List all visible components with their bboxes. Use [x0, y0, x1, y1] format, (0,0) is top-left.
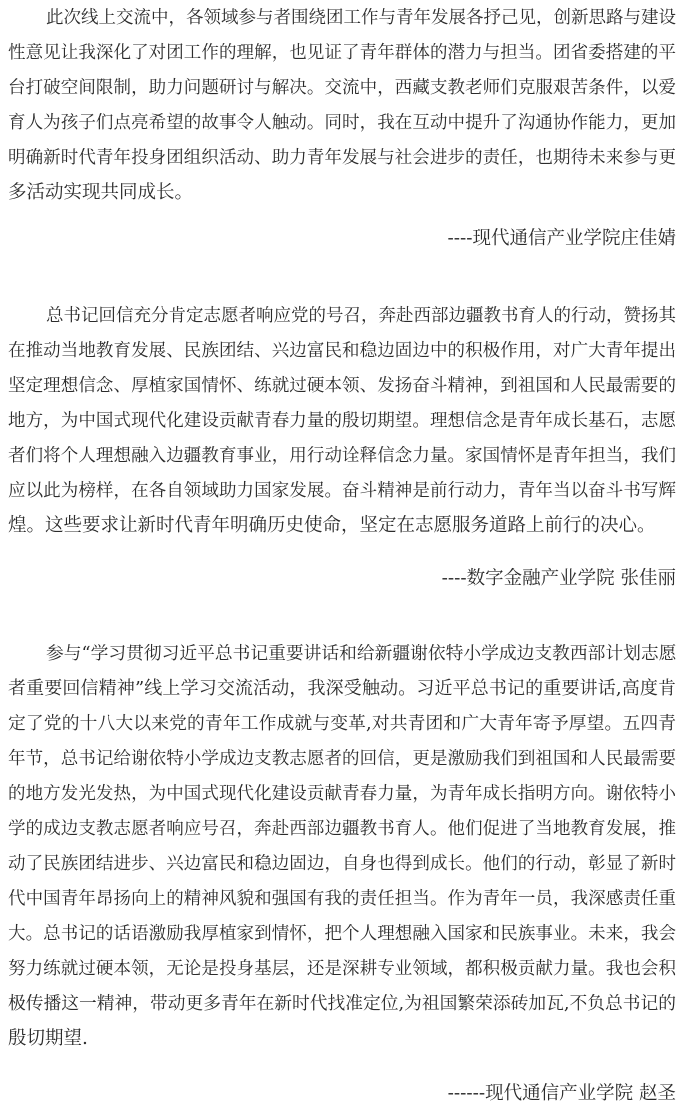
paragraph-line: 在推动当地教育发展、民族团结、兴边富民和稳边固边中的积极作用，对广大青年提出	[8, 341, 676, 361]
paragraph-line: 努力练就过硬本领，无论是投身基层，还是深耕专业领域，都积极贡献力量。我也会积	[8, 959, 676, 979]
paragraph-line: 煌。这些要求让新时代青年明确历史使命，坚定在志愿服务道路上前行的决心。	[8, 515, 656, 536]
paragraph-line: 的地方发光发热，为中国式现代化建设贡献青春力量，为青年成长指明方向。谢依特小	[8, 784, 676, 804]
paragraph-line: 参与“学习贯彻习近平总书记重要讲话和给新疆谢依特小学成边支教西部计划志愿	[46, 644, 677, 664]
signature: ----数字金融产业学院 张佳丽	[441, 568, 676, 589]
paragraph-line: 者重要回信精神”线上学习交流活动，我深受触动。习近平总书记的重要讲话,高度肯	[8, 678, 676, 699]
paragraph-line: 大。总书记的话语激励我厚植家到情怀，把个人理想融入国家和民族事业。未来，我会	[8, 924, 676, 944]
paragraph-line: 极传播这一精神，带动更多青年在新时代找准定位,为祖国繁荣添砖加瓦,不负总书记的	[8, 994, 677, 1014]
paragraph-line: 总书记回信充分肯定志愿者响应党的号召，奔赴西部边疆教书育人的行动，赞扬其	[46, 306, 676, 326]
paragraph-line: 年节，总书记给谢依特小学成边支教志愿者的回信，更是激励我们到祖国和人民最需要	[8, 749, 676, 769]
paragraph-line: 动了民族团结进步、兴边富民和稳边固边，自身也得到成长。他们的行动，彰显了新时	[8, 854, 676, 874]
paragraph-line: 学的成边支教志愿者响应号召，奔赴西部边疆教书育人。他们促进了当地教育发展，推	[8, 819, 676, 839]
signature: ------现代通信产业学院 赵圣	[447, 1083, 676, 1104]
paragraph-line: 明确新时代青年投身团组织活动、助力青年发展与社会进步的责任，也期待未来参与更	[8, 148, 676, 168]
paragraph-line: 地方，为中国式现代化建设贡献青春力量的殷切期望。理想信念是青年成长基石，志愿	[8, 411, 676, 431]
paragraph-line: 台打破空间限制，助力问题研讨与解决。交流中，西藏支教老师们克服艰苦条件，以爱	[8, 78, 676, 98]
paragraph-line: 殷切期望.	[8, 1028, 88, 1049]
paragraph-line: 坚定理想信念、厚植家国情怀、练就过硬本领、发扬奋斗精神，到祖国和人民最需要的	[8, 376, 676, 396]
paragraph-line: 此次线上交流中，各领域参与者围绕团工作与青年发展各抒己见，创新思路与建设	[46, 8, 676, 28]
paragraph-line: 多活动实现共同成长。	[8, 182, 194, 203]
paragraph-line: 应以此为榜样，在各自领域助力国家发展。奋斗精神是前行动力，青年当以奋斗书写辉	[8, 481, 676, 501]
signature: ----现代通信产业学院庄佳婧	[447, 228, 676, 249]
paragraph-line: 代中国青年昂扬向上的精神风貌和强国有我的责任担当。作为青年一员，我深感责任重	[8, 889, 676, 909]
paragraph-line: 育人为孩子们点亮希望的故事令人触动。同时，我在互动中提升了沟通协作能力，更加	[8, 113, 676, 133]
paragraph-line: 定了党的十八大以来党的青年工作成就与变革,对共青团和广大青年寄予厚望。五四青	[8, 714, 676, 734]
paragraph-line: 者们将个人理想融入边疆教育事业，用行动诠释信念力量。家国情怀是青年担当，我们	[8, 446, 676, 466]
paragraph-line: 性意见让我深化了对团工作的理解，也见证了青年群体的潜力与担当。团省委搭建的平	[8, 43, 676, 63]
